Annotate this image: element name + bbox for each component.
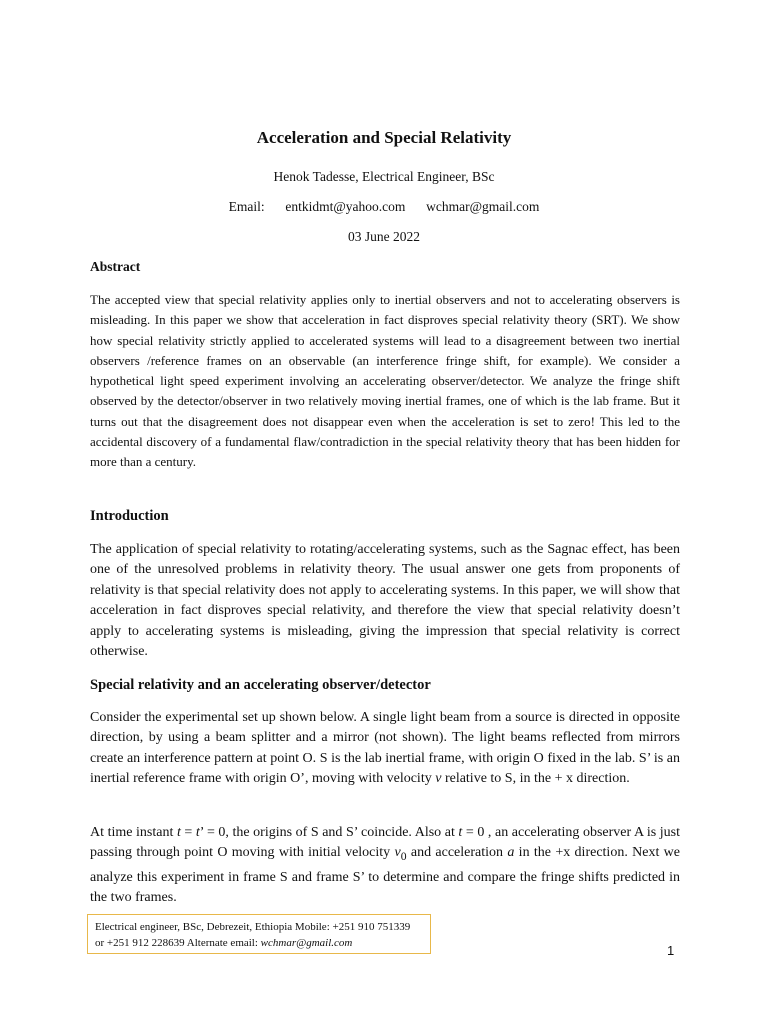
publication-date: 03 June 2022 <box>348 229 420 244</box>
time-text-c: = 0 , an accelerating observer A is just passing through point O moving with initial velocity <box>90 825 680 861</box>
footnote-alternate-email: wchmar@gmail.com <box>260 937 353 949</box>
velocity-symbol: v <box>435 771 442 787</box>
footnote-line-2 <box>95 935 426 951</box>
v0-subscript: 0 <box>400 850 407 864</box>
email-label: Email: <box>228 199 265 214</box>
t-symbol-2: t <box>458 825 463 840</box>
setup-paragraph <box>90 708 680 790</box>
v0-symbol: v <box>394 845 401 861</box>
email-secondary: wchmar@gmail.com <box>426 199 540 214</box>
time-paragraph <box>90 823 680 908</box>
time-text-d: and acceleration <box>406 845 508 861</box>
introduction-heading: Introduction <box>90 508 169 524</box>
abstract-text: The accepted view that special relativity applies only to inertial observers and not to accelerating observers is misleading. In this paper we show that acceleration in fact disproves special relativity theory (SRT). We show how special relativity strictly applied to accelerated systems will lead to a disagreement between two inertial observers /reference frames on an observable (an interference fringe shift, for example). We consider a hypothetical light speed experiment involving an accelerating observer/detector. We analyze the fringe shift observed by the detector/observer in two relatively moving inertial frames, one of which is the lab frame. But it turns out that the disagreement does not disappear even when the acceleration is set to zero! This led to the accidental discovery of a fundamental flaw/contradiction in the special relativity theory that has been hidden for more than a century. <box>90 292 680 470</box>
page-number: 1 <box>667 943 675 958</box>
footnote-box <box>87 914 431 954</box>
footnote-line-1: Electrical engineer, BSc, Debrezeit, Ethiopia Mobile: +251 910 751339 <box>95 921 411 933</box>
introduction-text: The application of special relativity to rotating/accelerating systems, such as the Sagnac effect, has been one of the unresolved problems in relativity theory. The usual answer one gets from proponents of relativity is that special relativity does not apply to accelerating systems. In this paper, we will show that acceleration in fact disproves special relativity, and therefore the view that special relativity doesn’t apply to accelerating systems is misleading, giving the impression that special relativity is correct otherwise. <box>90 542 680 660</box>
t-symbol: t <box>176 825 181 840</box>
t-prime-symbol: t <box>195 825 200 840</box>
footnote-phone: or +251 912 228639 Alternate email: <box>95 937 261 949</box>
time-text-b: ’ = 0, the origins of S and S’ coincide. Also at <box>199 825 459 840</box>
setup-text-b: relative to S, in the + x direction. <box>441 771 630 787</box>
time-text-a: At time instant <box>90 825 177 840</box>
equals-sign: = <box>180 825 196 840</box>
time-text-e: in the +x direction. Next we analyze this experiment in frame S and frame S’ to determine and compare the fringe shifts predicted in the two frames. <box>90 845 681 906</box>
setup-text-a: Consider the experimental set up shown below. A single light beam from a source is directed in opposite direction, by using a beam splitter and a mirror (not shown). The light beams reflected from mirrors create an interference pattern at point O. S is the lab inertial frame, with origin O fixed in the lab. S’ is an inertial reference frame with origin O’, moving with velocity <box>90 710 680 787</box>
paper-title: Acceleration and Special Relativity <box>256 128 512 147</box>
section-heading: Special relativity and an accelerating observer/detector <box>90 677 431 693</box>
email-line <box>0 199 768 215</box>
abstract-heading: Abstract <box>90 259 141 274</box>
author-line: Henok Tadesse, Electrical Engineer, BSc <box>273 169 495 184</box>
acceleration-symbol: a <box>507 845 515 861</box>
email-primary: entkidmt@yahoo.com <box>285 199 406 214</box>
